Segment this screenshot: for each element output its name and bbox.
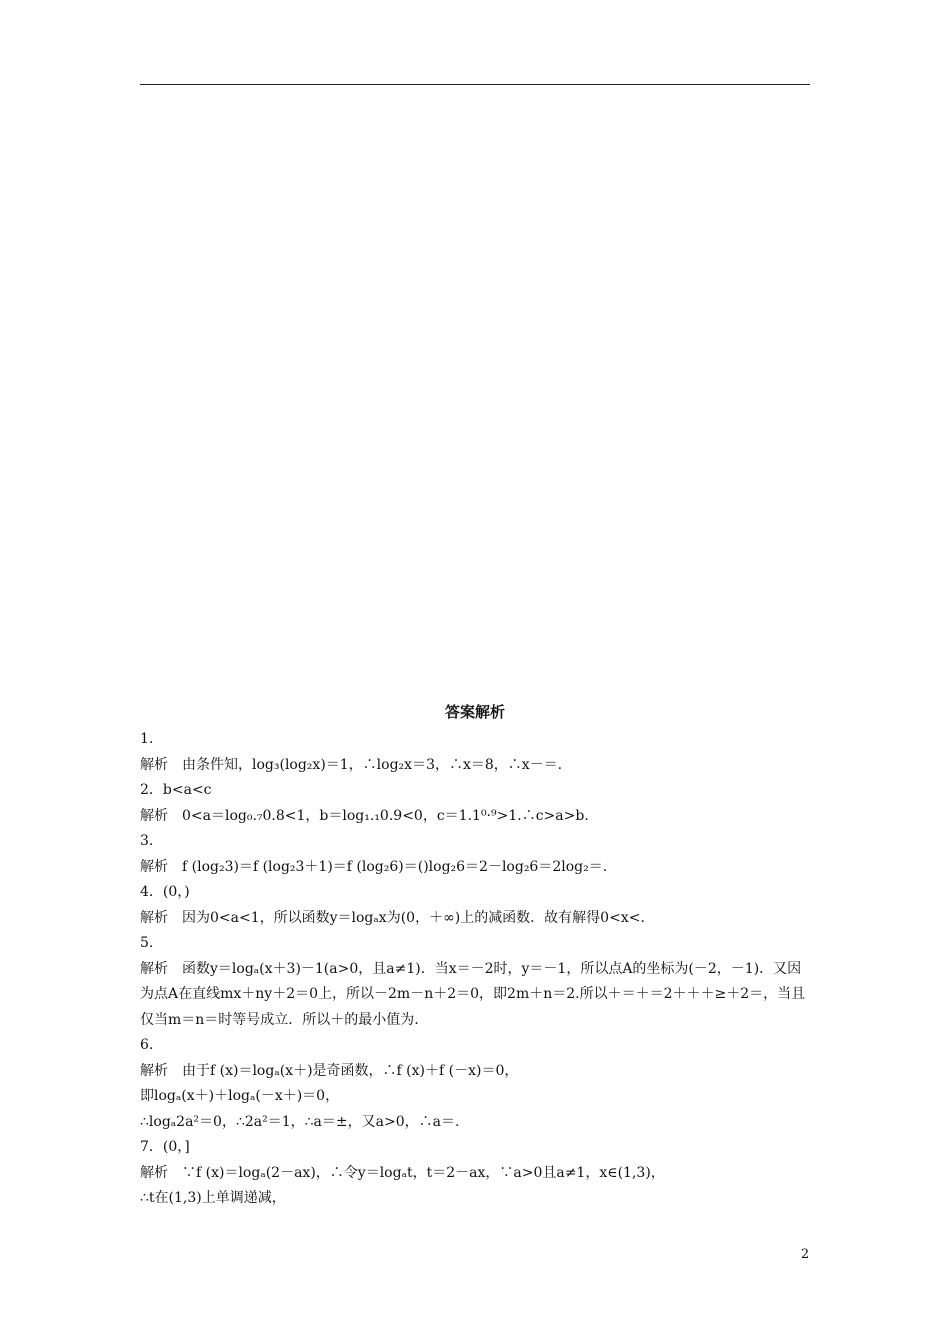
answer-line: 4．(0，): [140, 884, 190, 900]
answer-line: 3.: [140, 833, 154, 849]
page-number: 2: [800, 1247, 810, 1262]
answer-line: ∴t在(1,3)上单调递减，: [140, 1190, 286, 1206]
answer-line: 解析 f (log₂3)＝f (log₂3＋1)＝f (log₂6)＝()log₂6＝2－log₂6＝2log₂＝.: [140, 858, 608, 875]
answer-line: 解析 0<a＝log₀.₇0.8<1，b＝log₁.₁0.9<0，c＝1.1⁰·⁹>1.∴c>a>b.: [140, 807, 589, 824]
answer-line: 7．(0，]: [140, 1139, 190, 1155]
answer-line: 2．b<a<c: [140, 782, 212, 798]
answer-line: 解析 因为0<a<1，所以函数y＝logₐx为(0，＋∞)上的减函数．故有解得0<x<.: [140, 909, 645, 926]
answer-line: 即logₐ(x＋)＋logₐ(－x＋)＝0，: [140, 1088, 340, 1104]
answer-line: 5.: [140, 935, 154, 951]
answer-line: 解析 由条件知，log₃(log₂x)＝1，∴log₂x＝3，∴x＝8，∴x－＝.: [140, 756, 563, 773]
answer-line: 6.: [140, 1037, 154, 1053]
answer-body: [140, 727, 815, 1212]
answer-line: 解析 ∵f (x)＝logₐ(2－ax)，∴令y＝logₐt，t＝2－ax，∵a>0且a≠1，x∈(1,3)，: [140, 1164, 665, 1181]
header-rule: [140, 84, 810, 85]
answer-line: ∴logₐ2a²＝0，∴2a²＝1，∴a＝±，又a>0，∴a＝.: [140, 1113, 460, 1130]
answer-paragraph: 解析 函数y＝logₐ(x＋3)－1(a>0，且a≠1)．当x＝－2时，y＝－1，所以点A的坐标为(－2，－1)．又因为点A在直线mx＋ny＋2＝0上，所以－2m－n＋2＝0，即2m＋n＝2.所以＋＝＋＝2＋＋＋≥＋2＝，当且仅当m＝n＝时等号成立．所以＋的最小值为.: [140, 960, 806, 1028]
answer-line: 解析 由于f (x)＝logₐ(x＋)是奇函数，∴f (x)＋f (－x)＝0，: [140, 1062, 519, 1079]
page-title: 答案解析: [444, 703, 505, 721]
answer-line: 1.: [140, 731, 154, 747]
